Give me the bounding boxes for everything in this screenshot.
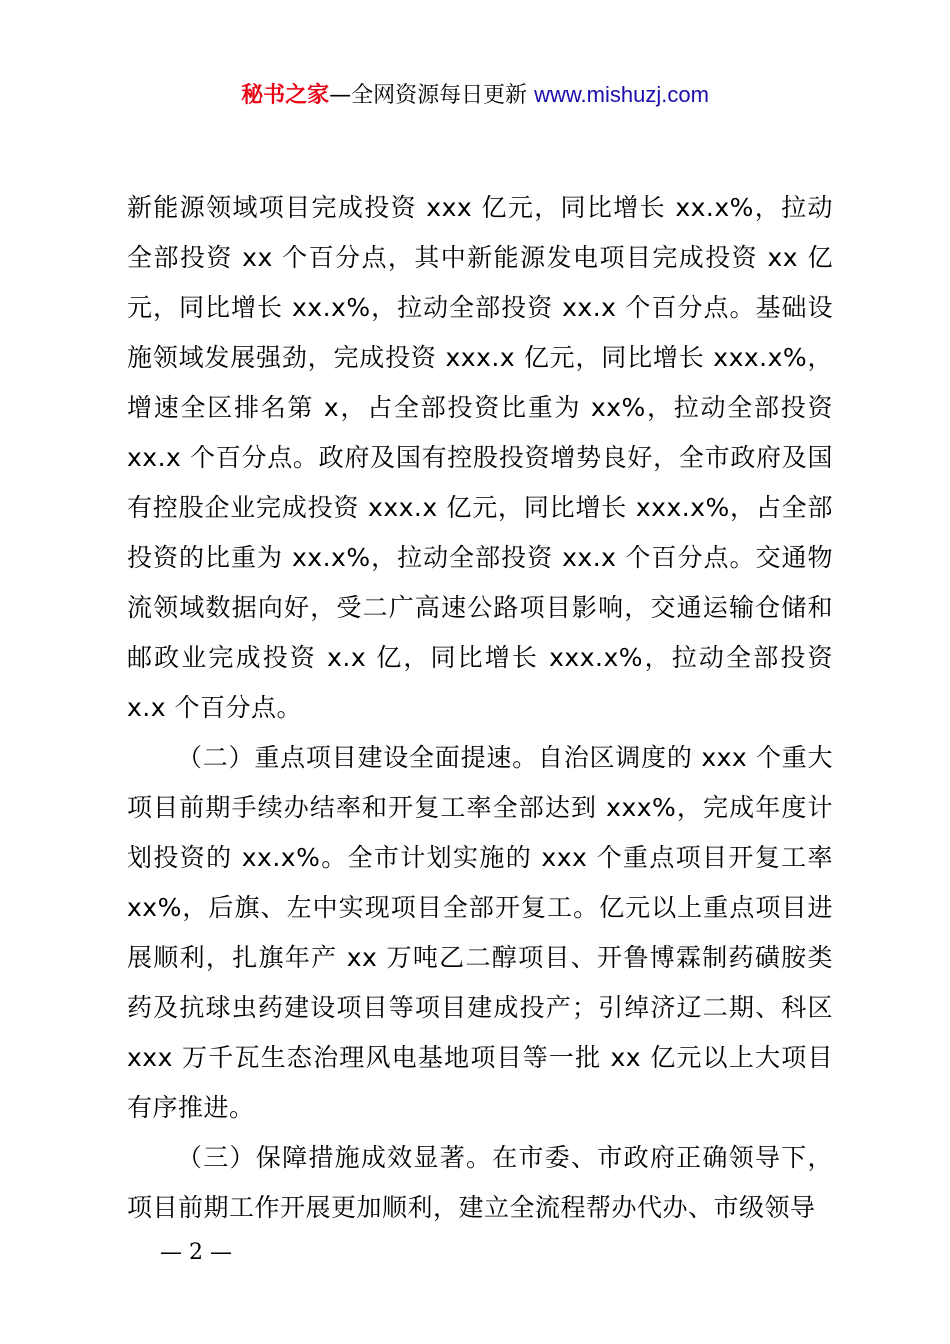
brand-name: 秘书之家 (241, 83, 330, 108)
banner-tagline: —全网资源每日更新 (329, 83, 528, 108)
site-url-link[interactable]: www.mishuzj.com (534, 82, 709, 107)
paragraph-safeguard-measures: （三）保障措施成效显著。在市委、市政府正确领导下，项目前期工作开展更加顺利，建立全流程帮办代办、市级领导 (127, 1143, 833, 1222)
site-banner (0, 80, 950, 111)
paragraph-key-projects: （二）重点项目建设全面提速。自治区调度的 xxx 个重大项目前期手续办结率和开复工率全部达到 xxx%，完成年度计划投资的 xx.x%。全市计划实施的 xxx 个重点项目开复工率 xx%，后旗、左中实现项目全部开复工。亿元以上重点项目进展顺利，扎旗年产 xx 万吨乙二醇项目、开鲁博霖制药磺胺类药及抗球虫药建设项目等项目建成投产；引绰济辽二期、科区 xxx 万千瓦生态治理风电基地项目等一批 xx 亿元以上大项目有序推进。 (127, 743, 833, 1122)
paragraph-investment-areas: 新能源领域项目完成投资 xxx 亿元，同比增长 xx.x%，拉动全部投资 xx 个百分点，其中新能源发电项目完成投资 xx 亿元，同比增长 xx.x%，拉动全部投资 xx.x 个百分点。基础设施领域发展强劲，完成投资 xxx.x 亿元，同比增长 xxx.x%，增速全区排名第 x，占全部投资比重为 xx%，拉动全部投资 xx.x 个百分点。政府及国有控股投资增势良好，全市政府及国有控股企业完成投资 xxx.x 亿元，同比增长 xxx.x%，占全部投资的比重为 xx.x%，拉动全部投资 xx.x 个百分点。交通物流领域数据向好，受二广高速公路项目影响，交通运输仓储和邮政业完成投资 x.x 亿，同比增长 xxx.x%，拉动全部投资 x.x 个百分点。 (127, 193, 833, 722)
page-number: — 2 — (160, 1240, 232, 1265)
document-body (127, 183, 833, 1233)
